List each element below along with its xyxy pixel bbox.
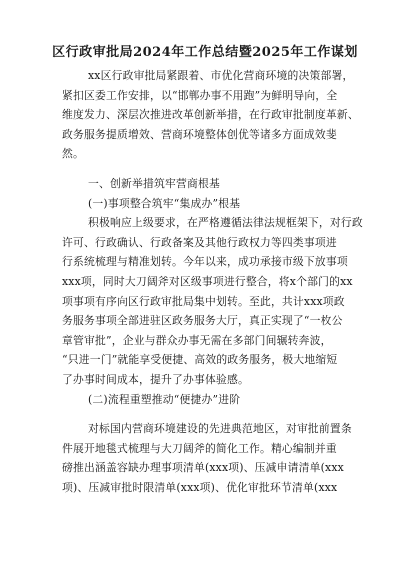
body-line: 维度发力、深层次推进改革创新举措，在行政审批制度革新、 <box>62 108 359 122</box>
body-line: 项事项有序向区行政审批局集中划转。至此，共计xxx项政 <box>62 294 345 308</box>
body-line: xxx项，同时大刀阔斧对区级事项进行整合，将x个部门的xx <box>62 274 353 288</box>
body-line: xx区行政审批局紧跟着、市优化营商环境的决策部署， <box>88 69 354 82</box>
body-line: (一)事项整合筑牢“集成办”根基 <box>88 196 241 210</box>
body-line: 行系统梳理与精准划转。今年以来，成功承接市级下放事项 <box>62 255 348 269</box>
body-line: 对标国内营商环境建设的先进典范地区，对审批前置条 <box>88 422 352 436</box>
body-line: 磅推出涵盖容缺办理事项清单(xxx项)、压减申请清单(xxx <box>62 461 344 475</box>
document-title: 区行政审批局2024年工作总结暨2025年工作谋划 <box>52 45 358 60</box>
body-line: 一、创新举措筑牢营商根基 <box>88 176 220 190</box>
body-line: 然。 <box>62 147 84 161</box>
body-line: 项)、压减审批时限清单(xxx项)、优化审批环节清单(xxx <box>62 480 338 494</box>
document-body <box>62 66 363 497</box>
body-line: (二)流程重塑推动“便捷办”进阶 <box>88 392 241 406</box>
body-line: 许可、行政确认、行政备案及其他行政权力等四类事项进 <box>62 235 337 249</box>
body-line: 了办事时间成本，提升了办事体验感。 <box>62 372 249 386</box>
body-line: 紧扣区委工作安排，以“邯郸办事不用跑”为鲜明导向，全 <box>62 88 338 102</box>
body-line: 积极响应上级要求，在严格遵循法律法规框架下，对行政 <box>88 216 363 230</box>
body-line: 政务服务提质增效、营商环境整体创优等诸多方面成效斐 <box>62 127 337 141</box>
body-line: 章管审批”，企业与群众办事无需在多部门间辗转奔波， <box>62 333 332 347</box>
body-line: 件展开地毯式梳理与大刀阔斧的简化工作。精心编制并重 <box>62 441 337 455</box>
body-line: 务服务事项全部进驻区政务服务大厅，真正实现了“一枚公 <box>62 314 343 328</box>
body-line: “只进一门”就能享受便捷、高效的政务服务，极大地缩短 <box>62 353 338 367</box>
